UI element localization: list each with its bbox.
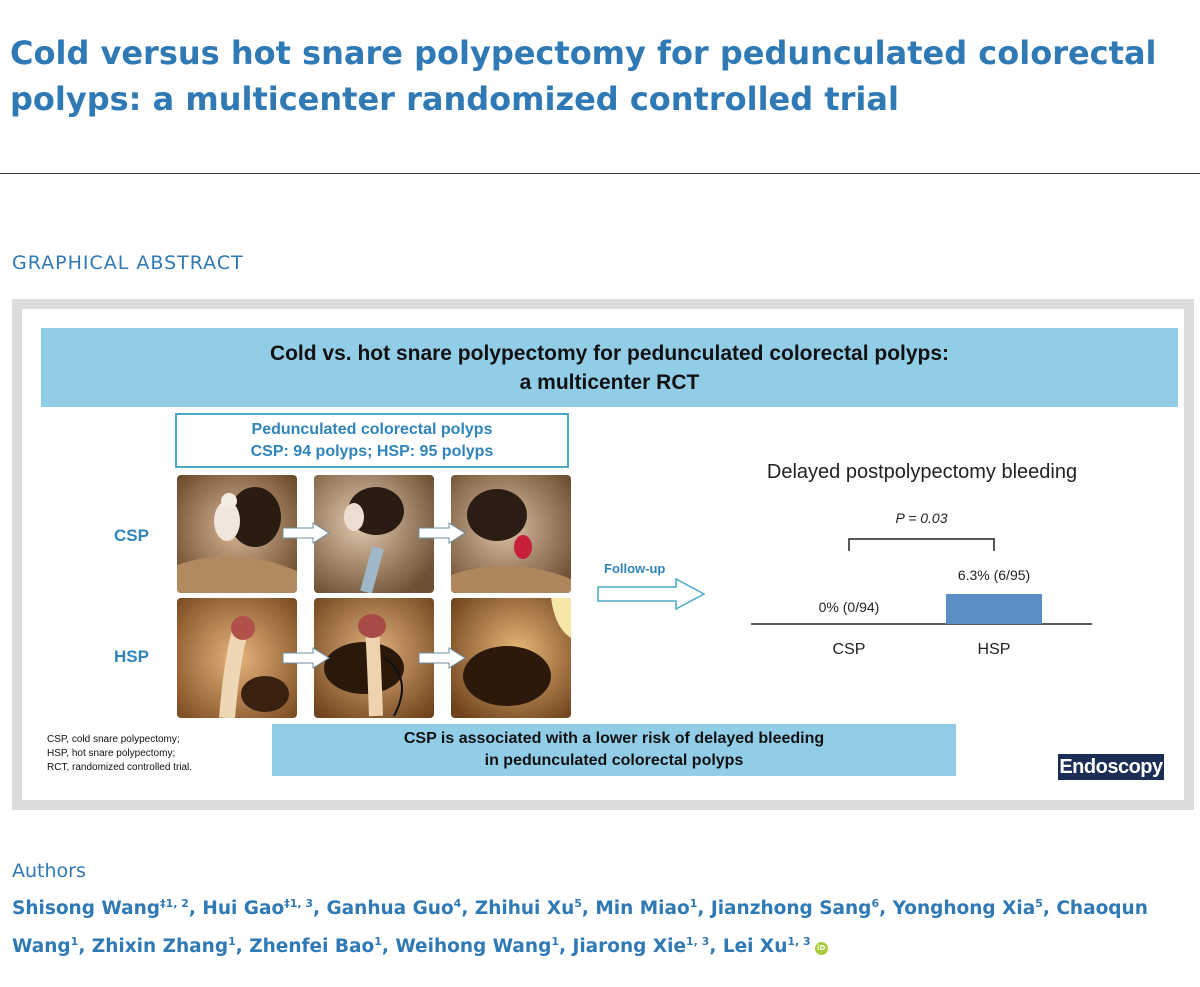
significance-bracket bbox=[849, 539, 994, 551]
endoscopy-image-hsp-2 bbox=[314, 598, 434, 718]
p-value-annotation: P = 0.03 bbox=[895, 510, 948, 526]
author-affiliation: ‡1, 2 bbox=[160, 897, 189, 910]
author-affiliation: ‡1, 3 bbox=[284, 897, 314, 910]
followup-arrow-icon bbox=[596, 577, 708, 611]
author-separator: , bbox=[581, 898, 596, 920]
arrow-right-icon bbox=[281, 521, 331, 545]
bleeding-bar-chart bbox=[712, 489, 1112, 679]
author-name-link[interactable]: Yonghong Xia bbox=[892, 898, 1036, 920]
author-affiliation: 1, 3 bbox=[787, 935, 811, 949]
conclusion-line-2: in pedunculated colorectal polyps bbox=[484, 752, 744, 769]
abbreviation-footnote bbox=[47, 733, 192, 775]
author-name-link[interactable]: Weihong Wang bbox=[395, 936, 552, 958]
author-name-link[interactable]: Shisong Wang bbox=[12, 898, 161, 920]
author-name-link[interactable]: Lei Xu bbox=[722, 936, 788, 958]
author-name-link[interactable]: Zhihui Xu bbox=[474, 898, 575, 920]
abstract-banner bbox=[41, 328, 1178, 407]
journal-logo: Endoscopy bbox=[1058, 754, 1164, 780]
author-separator: , bbox=[381, 936, 396, 958]
section-label: GRAPHICAL ABSTRACT bbox=[12, 252, 244, 274]
endoscopy-image-hsp-1 bbox=[177, 598, 297, 718]
endoscopy-image-hsp-3 bbox=[451, 598, 571, 718]
author-name-link[interactable]: Zhixin Zhang bbox=[91, 936, 229, 958]
author-affiliation: 5 bbox=[1035, 897, 1043, 910]
chart-data-label: 0% (0/94) bbox=[818, 599, 880, 615]
graphical-abstract-panel bbox=[22, 309, 1184, 800]
banner-line-1: Cold vs. hot snare polypectomy for pedunculated colorectal polyps: bbox=[269, 341, 950, 365]
box-line-2: CSP: 94 polyps; HSP: 95 polyps bbox=[250, 442, 494, 460]
footnote-line-3: RCT, randomized controlled trial. bbox=[47, 762, 193, 773]
author-affiliation: 4 bbox=[453, 897, 462, 910]
author-name-link[interactable]: Min Miao bbox=[595, 898, 690, 920]
banner-line-2: a multicenter RCT bbox=[519, 370, 700, 394]
author-affiliation: 1 bbox=[551, 935, 559, 949]
author-separator: , bbox=[78, 936, 92, 958]
author-name-link[interactable]: Zhenfei Bao bbox=[249, 936, 375, 958]
author-name-link[interactable]: Chaoqun Wang bbox=[12, 898, 1148, 958]
author-affiliation: 1 bbox=[228, 935, 236, 949]
endoscopy-image-csp-2 bbox=[314, 475, 434, 593]
author-affiliation: 1 bbox=[374, 935, 382, 949]
author-name-link[interactable]: Jianzhong Sang bbox=[710, 898, 872, 920]
author-affiliation: 1 bbox=[70, 935, 79, 949]
author-affiliation: 1 bbox=[689, 897, 698, 910]
followup-label: Follow-up bbox=[604, 561, 666, 576]
conclusion-banner bbox=[272, 724, 956, 776]
chart-tick-label: HSP bbox=[977, 641, 1011, 658]
author-affiliation: 5 bbox=[574, 897, 582, 910]
author-separator: , bbox=[235, 936, 250, 958]
author-affiliation: 6 bbox=[871, 897, 880, 910]
footnote-line-2: HSP, hot snare polypectomy; bbox=[47, 748, 176, 759]
arrow-right-icon bbox=[417, 521, 467, 545]
author-separator: , bbox=[188, 898, 203, 920]
row-label-csp: CSP bbox=[114, 526, 149, 545]
orcid-icon[interactable]: iD bbox=[815, 942, 828, 955]
chart-title: Delayed postpolypectomy bleeding bbox=[766, 461, 1078, 483]
conclusion-line-1: CSP is associated with a lower risk of delayed bleeding bbox=[403, 730, 825, 747]
author-separator: , bbox=[709, 936, 723, 958]
polyp-count-box bbox=[175, 413, 569, 468]
authors-label: Authors bbox=[12, 860, 86, 882]
author-list bbox=[12, 887, 1182, 963]
author-name-link[interactable]: Hui Gao bbox=[202, 898, 285, 920]
chart-data-label: 6.3% (6/95) bbox=[957, 567, 1031, 583]
arrow-right-icon bbox=[281, 646, 331, 670]
chart-bar-hsp bbox=[946, 594, 1042, 624]
author-separator: , bbox=[1042, 898, 1057, 920]
author-name-link[interactable]: Jiarong Xie bbox=[572, 936, 687, 958]
row-label-hsp: HSP bbox=[114, 647, 149, 666]
article-title: Cold versus hot snare polypectomy for pedunculated colorectal polyps: a multicenter randomized controlled trial bbox=[10, 34, 1157, 118]
author-separator: , bbox=[697, 898, 711, 920]
endoscopy-image-csp-1 bbox=[177, 475, 297, 593]
endoscopy-image-csp-3 bbox=[451, 475, 571, 593]
author-separator: , bbox=[558, 936, 573, 958]
author-affiliation: 1, 3 bbox=[686, 935, 710, 949]
author-separator: , bbox=[461, 898, 475, 920]
graphical-abstract bbox=[12, 299, 1194, 810]
footnote-line-1: CSP, cold snare polypectomy; bbox=[47, 734, 180, 745]
author-separator: , bbox=[313, 898, 327, 920]
header-divider bbox=[0, 173, 1200, 174]
box-line-1: Pedunculated colorectal polyps bbox=[251, 420, 493, 438]
author-separator: , bbox=[879, 898, 893, 920]
chart-tick-label: CSP bbox=[832, 641, 866, 658]
author-name-link[interactable]: Ganhua Guo bbox=[326, 898, 454, 920]
arrow-right-icon bbox=[417, 646, 467, 670]
